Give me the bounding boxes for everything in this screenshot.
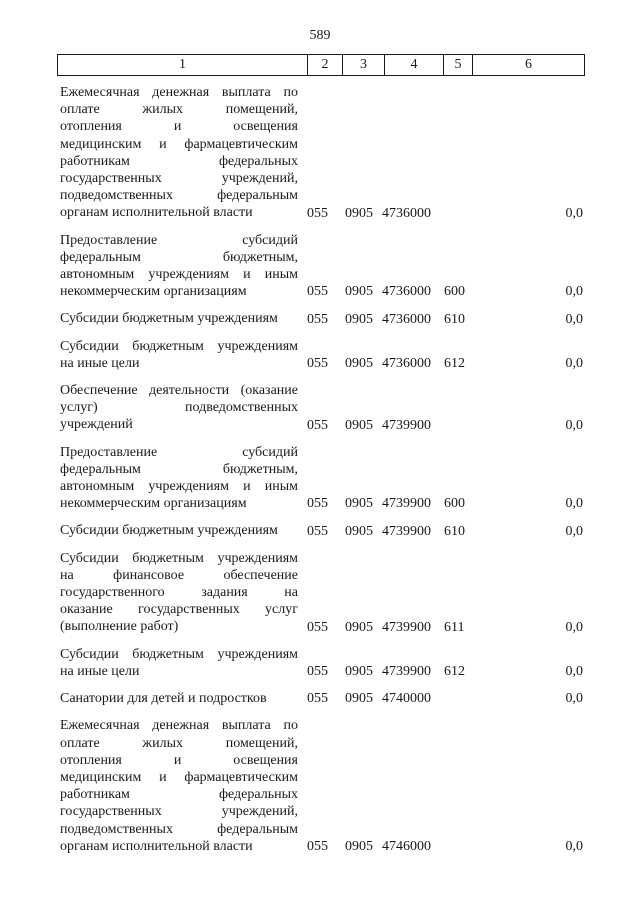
row-name-line: некоммерческим организациям xyxy=(60,496,247,512)
section-code: 0905 xyxy=(345,311,373,327)
section-code: 0905 xyxy=(345,417,373,433)
row-name-line: работникам федеральных xyxy=(60,787,298,803)
row-name-line: работникам федеральных xyxy=(60,153,298,169)
target-article-code: 4739900 xyxy=(382,619,431,635)
row-name-line: Субсидии бюджетным учреждениям xyxy=(60,311,278,327)
ministry-code: 055 xyxy=(307,496,328,512)
column-header-3: 3 xyxy=(342,55,384,75)
row-codes xyxy=(0,205,640,222)
ministry-code: 055 xyxy=(307,356,328,372)
section-code: 0905 xyxy=(345,523,373,539)
row-name-line: органам исполнительной власти xyxy=(60,205,253,221)
column-header-4: 4 xyxy=(384,55,443,75)
row-codes xyxy=(0,311,640,328)
expense-type-code: 600 xyxy=(444,284,465,300)
row-name-line: Субсидии бюджетным учреждениям xyxy=(60,338,298,354)
row-codes xyxy=(0,838,640,855)
table-row xyxy=(0,717,640,855)
row-name-line: Ежемесячная денежная выплата по xyxy=(60,85,298,100)
expense-type-code: 610 xyxy=(444,311,465,327)
row-name-line: некоммерческим организациям xyxy=(60,284,247,300)
row-name-line: Предоставление субсидий xyxy=(60,444,298,460)
row-name-line: Субсидии бюджетным учреждениям xyxy=(60,550,298,566)
table-header xyxy=(57,54,585,76)
row-name-line: оказание государственных услуг xyxy=(60,602,298,618)
table-row xyxy=(0,690,640,707)
amount: 0,0 xyxy=(565,496,583,512)
row-name-line: автономным учреждениям и иным xyxy=(60,479,298,495)
ministry-code: 055 xyxy=(307,523,328,539)
row-name xyxy=(60,84,298,222)
row-name-line: Санатории для детей и подростков xyxy=(60,691,267,707)
table-row xyxy=(0,646,640,680)
section-code: 0905 xyxy=(345,284,373,300)
page-number: 589 xyxy=(309,28,331,43)
row-name-line: отопления и освещения xyxy=(60,119,298,135)
expense-type-code: 612 xyxy=(444,664,465,680)
table-row xyxy=(0,84,640,222)
table-row xyxy=(0,382,640,434)
row-name-line: федеральным бюджетным, xyxy=(60,249,298,265)
ministry-code: 055 xyxy=(307,284,328,300)
target-article-code: 4740000 xyxy=(382,691,431,707)
section-code: 0905 xyxy=(345,664,373,680)
amount: 0,0 xyxy=(565,664,583,680)
section-code: 0905 xyxy=(345,496,373,512)
amount: 0,0 xyxy=(565,284,583,300)
row-name-line: Субсидии бюджетным учреждениям xyxy=(60,523,278,539)
row-codes xyxy=(0,495,640,512)
column-header-2: 2 xyxy=(307,55,342,75)
row-name-line: государственного задания на xyxy=(60,585,298,601)
amount: 0,0 xyxy=(565,619,583,635)
amount: 0,0 xyxy=(565,691,583,707)
table-row xyxy=(0,444,640,513)
row-codes xyxy=(0,417,640,434)
amount: 0,0 xyxy=(565,523,583,539)
target-article-code: 4739900 xyxy=(382,496,431,512)
target-article-code: 4736000 xyxy=(382,284,431,300)
target-article-code: 4736000 xyxy=(382,356,431,372)
amount: 0,0 xyxy=(565,838,583,854)
amount: 0,0 xyxy=(565,417,583,433)
amount: 0,0 xyxy=(565,205,583,221)
ministry-code: 055 xyxy=(307,311,328,327)
row-name-line: Обеспечение деятельности (оказание xyxy=(60,383,298,399)
expense-type-code: 600 xyxy=(444,496,465,512)
column-header-6: 6 xyxy=(472,55,584,75)
row-codes xyxy=(0,355,640,372)
row-name-line: оплате жилых помещений, xyxy=(60,735,298,751)
section-code: 0905 xyxy=(345,691,373,707)
target-article-code: 4739900 xyxy=(382,523,431,539)
section-code: 0905 xyxy=(345,838,373,854)
expense-type-code: 611 xyxy=(444,619,465,635)
table-row xyxy=(0,522,640,539)
ministry-code: 055 xyxy=(307,664,328,680)
row-name-line: на иные цели xyxy=(60,355,140,371)
row-name-line: медицинским и фармацевтическим xyxy=(60,769,298,785)
row-name-line: на иные цели xyxy=(60,663,140,679)
table-row xyxy=(0,310,640,327)
row-name-line: государственных учреждений, xyxy=(60,804,298,820)
target-article-code: 4736000 xyxy=(382,311,431,327)
ministry-code: 055 xyxy=(307,838,328,854)
row-name-line: автономным учреждениям и иным xyxy=(60,267,298,283)
amount: 0,0 xyxy=(565,311,583,327)
row-name-line: на финансовое обеспечение xyxy=(60,567,298,583)
row-codes xyxy=(0,523,640,540)
row-name-line: оплате жилых помещений, xyxy=(60,102,298,118)
ministry-code: 055 xyxy=(307,619,328,635)
target-article-code: 4746000 xyxy=(382,838,431,854)
section-code: 0905 xyxy=(345,356,373,372)
row-name xyxy=(60,717,298,855)
row-codes xyxy=(0,663,640,680)
table-body xyxy=(0,84,640,865)
amount: 0,0 xyxy=(565,356,583,372)
row-name-line: медицинским и фармацевтическим xyxy=(60,136,298,152)
column-header-5: 5 xyxy=(443,55,472,75)
row-name-line: услуг) подведомственных xyxy=(60,400,298,416)
row-codes xyxy=(0,283,640,300)
table-row xyxy=(0,550,640,636)
row-name-line: органам исполнительной власти xyxy=(60,838,253,854)
row-name-line: отопления и освещения xyxy=(60,752,298,768)
row-name-line: учреждений xyxy=(60,417,133,433)
section-code: 0905 xyxy=(345,619,373,635)
row-name-line: подведомственных федеральным xyxy=(60,188,298,204)
row-name-line: Субсидии бюджетным учреждениям xyxy=(60,646,298,662)
target-article-code: 4736000 xyxy=(382,205,431,221)
table-row xyxy=(0,232,640,301)
ministry-code: 055 xyxy=(307,417,328,433)
ministry-code: 055 xyxy=(307,205,328,221)
row-name-line: подведомственных федеральным xyxy=(60,821,298,837)
row-name-line: Ежемесячная денежная выплата по xyxy=(60,718,298,734)
target-article-code: 4739900 xyxy=(382,417,431,433)
table-row xyxy=(0,338,640,372)
expense-type-code: 610 xyxy=(444,523,465,539)
expense-type-code: 612 xyxy=(444,356,465,372)
target-article-code: 4739900 xyxy=(382,664,431,680)
ministry-code: 055 xyxy=(307,691,328,707)
section-code: 0905 xyxy=(345,205,373,221)
row-name-line: федеральным бюджетным, xyxy=(60,461,298,477)
column-header-1: 1 xyxy=(179,57,186,72)
row-codes xyxy=(0,690,640,707)
row-name-line: (выполнение работ) xyxy=(60,619,179,635)
row-name-line: Предоставление субсидий xyxy=(60,232,298,248)
row-name-line: государственных учреждений, xyxy=(60,171,298,187)
row-codes xyxy=(0,619,640,636)
